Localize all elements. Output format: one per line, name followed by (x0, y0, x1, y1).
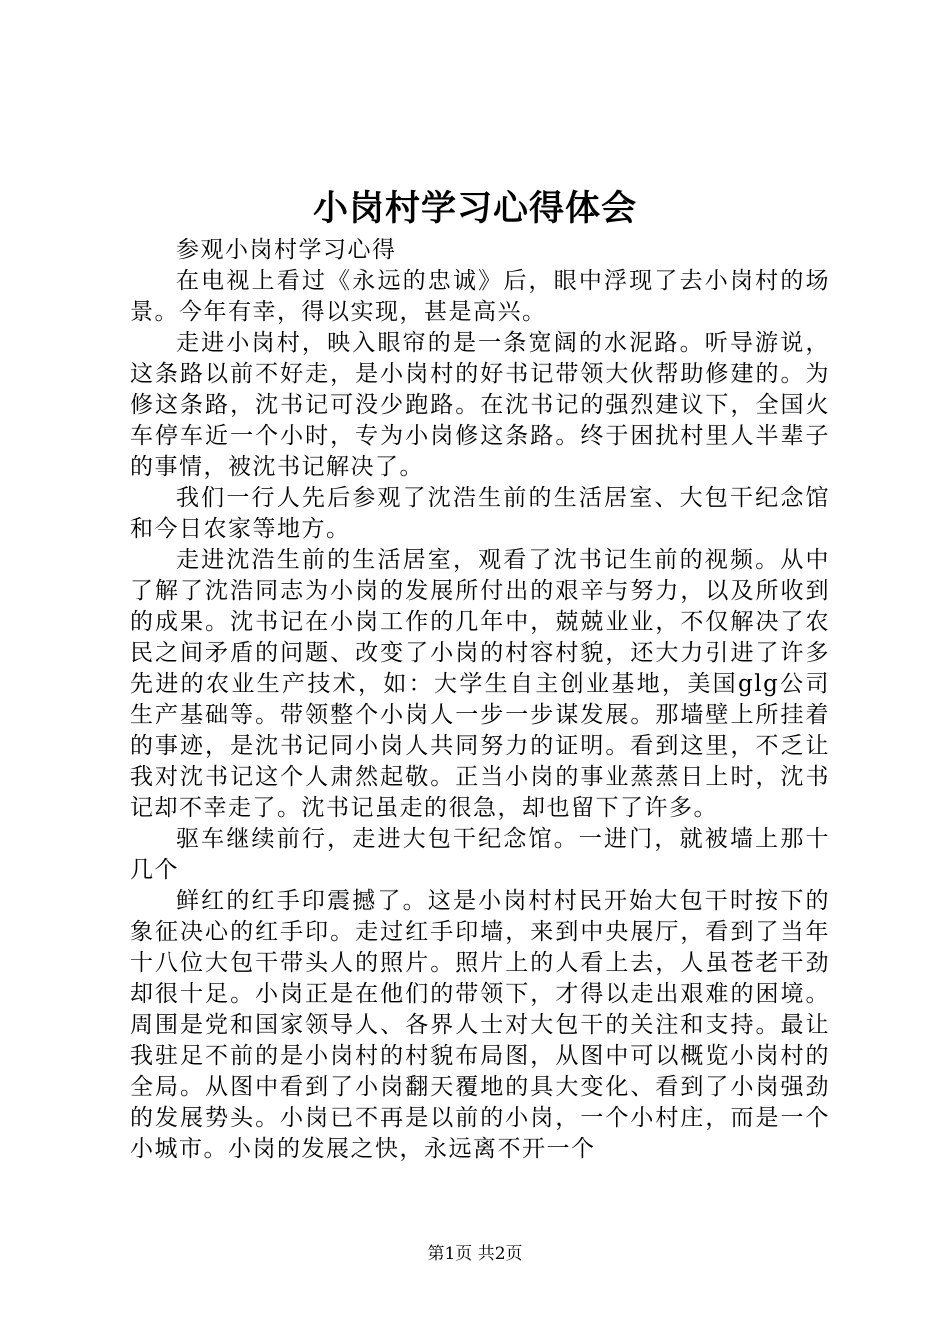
paragraph-subtitle: 参观小岗村学习心得 (176, 237, 397, 263)
paragraph: 走进小岗村，映入眼帘的是一条宽阔的水泥路。听导游说，这条路以前不好走，是小岗村的好书记带领大伙帮助修建的。为修这条路，沈书记可没少跑路。在沈书记的强烈建议下，全国火车停车近一个小时，专为小岗修这条路。终于困扰村里人半辈子的事情，被沈书记解决了。 (130, 330, 830, 480)
paragraph: 走进沈浩生前的生活居室，观看了沈书记生前的视频。从中了解了沈浩同志为小岗的发展所付出的艰辛与努力，以及所收到的成果。沈书记在小岗工作的几年中，兢兢业业，不仅解决了农民之间矛盾的问题、改变了小岗的村容村貌，还大力引进了许多先进的农业生产技术，如：大学生自主创业基地，美国glg公司生产基础等。带领整个小岗人一步一步谋发展。那墙壁上所挂着的事迹，是沈书记同小岗人共同努力的证明。看到这里，不乏让我对沈书记这个人肃然起敬。正当小岗的事业蒸蒸日上时，沈书记却不幸走了。沈书记虽走的很急，却也留下了许多。 (130, 547, 830, 821)
paragraph: 驱车继续前行，走进大包干纪念馆。一进门，就被墙上那十几个 (130, 826, 830, 883)
document-body (130, 235, 830, 1165)
document-title: 小岗村学习心得体会 (312, 188, 637, 229)
paragraph: 我们一行人先后参观了沈浩生前的生活居室、大包干纪念馆和今日农家等地方。 (130, 485, 830, 542)
page-number-footer: 第1页 共2页 (427, 1244, 523, 1264)
paragraph: 鲜红的红手印震撼了。这是小岗村村民开始大包干时按下的象征决心的红手印。走过红手印墙，来到中央展厅，看到了当年十八位大包干带头人的照片。照片上的人看上去，人虽苍老干劲却很十足。小岗正是在他们的带领下，才得以走出艰难的困境。周围是党和国家领导人、各界人士对大包干的关注和支持。最让我驻足不前的是小岗村的村貌布局图，从图中可以概览小岗村的全局。从图中看到了小岗翻天覆地的具大变化、看到了小岗强劲的发展势头。小岗已不再是以前的小岗，一个小村庄，而是一个小城市。小岗的发展之快，永远离不开一个 (130, 888, 830, 1162)
paragraph: 在电视上看过《永远的忠诚》后，眼中浮现了去小岗村的场景。今年有幸，得以实现，甚是高兴。 (130, 268, 830, 325)
